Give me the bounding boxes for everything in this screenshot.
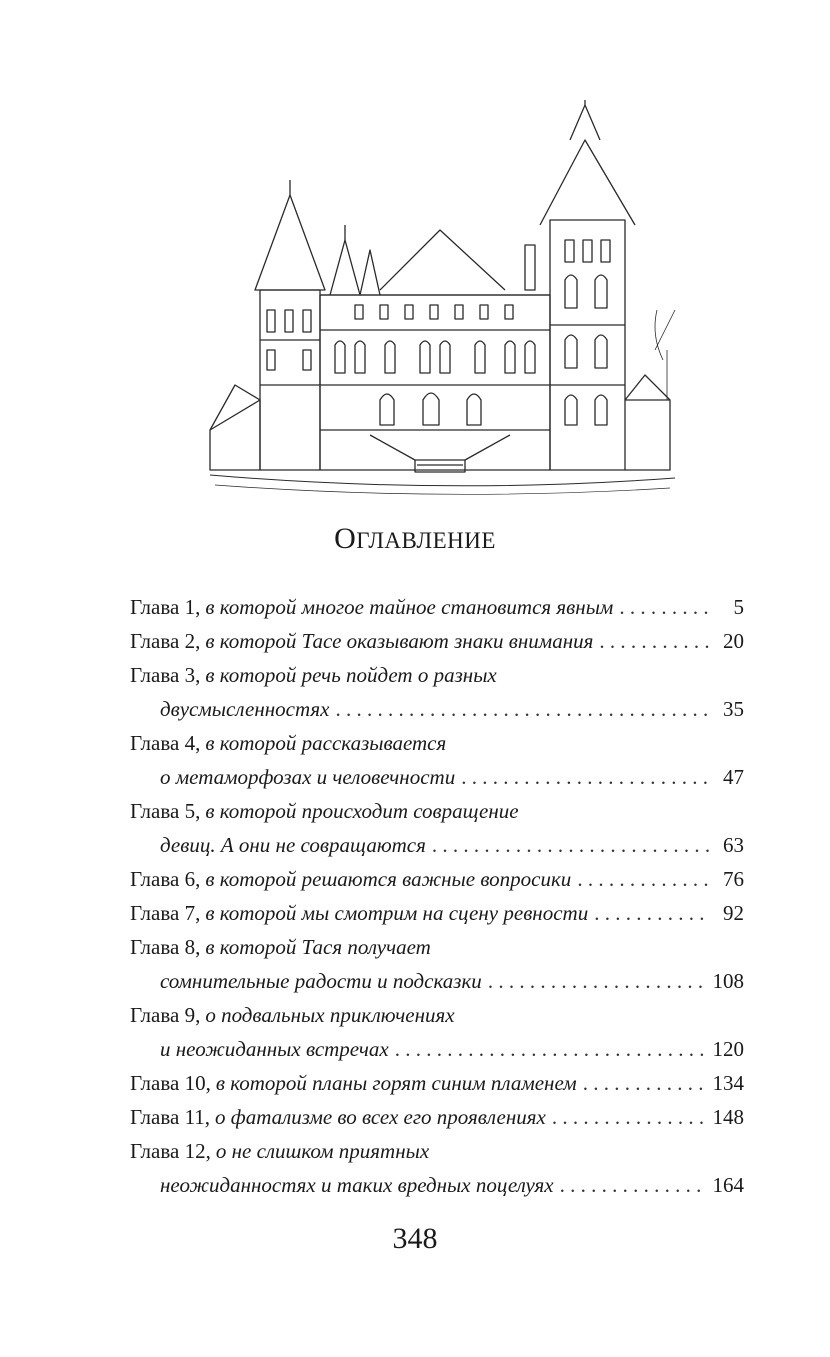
chapter-title-cont: неожиданностях и таких вредных поцелуях: [160, 1173, 554, 1197]
toc-list: [130, 590, 744, 1202]
page-ref: 47: [723, 765, 744, 789]
chapter-label: Глава 4,: [130, 731, 201, 755]
page-ref: 148: [712, 1105, 744, 1129]
chapter-title: в которой многое тайное становится явным: [205, 595, 614, 619]
chapter-label: Глава 2,: [130, 629, 201, 653]
chapter-title: в которой речь пойдет о разных: [205, 663, 497, 687]
chapter-title: в которой Тася получает: [205, 935, 431, 959]
chapter-title: в которой мы смотрим на сцену ревности: [205, 901, 589, 925]
toc-entry-9[interactable]: [130, 998, 744, 1066]
dot-leader: [488, 964, 707, 998]
dot-leader: [560, 1168, 707, 1202]
heading-initial: О: [334, 522, 357, 555]
chapter-label: Глава 10,: [130, 1071, 211, 1095]
page-ref: 108: [712, 969, 744, 993]
page-ref: 63: [723, 833, 744, 857]
chapter-title-cont: сомнительные радости и подсказки: [160, 969, 482, 993]
chapter-label: Глава 5,: [130, 799, 201, 823]
page-ref: 5: [733, 595, 744, 619]
page-ref: 20: [723, 629, 744, 653]
dot-leader: [599, 624, 710, 658]
toc-entry-6[interactable]: [130, 862, 744, 896]
toc-entry-10[interactable]: [130, 1066, 744, 1100]
chapter-title-cont: двусмысленностях: [160, 697, 330, 721]
dot-leader: [583, 1066, 707, 1100]
chapter-label: Глава 3,: [130, 663, 201, 687]
page-ref: 134: [712, 1071, 744, 1095]
page-ref: 164: [712, 1173, 744, 1197]
chapter-label: Глава 7,: [130, 901, 201, 925]
toc-entry-1[interactable]: [130, 590, 744, 624]
page-ref: 35: [723, 697, 744, 721]
dot-leader: [577, 862, 710, 896]
page-number: 348: [392, 1222, 438, 1255]
dot-leader: [594, 896, 710, 930]
table-of-contents-heading: [0, 522, 830, 556]
page-ref: 120: [712, 1037, 744, 1061]
chapter-label: Глава 1,: [130, 595, 201, 619]
dot-leader: [619, 590, 710, 624]
chapter-label: Глава 11,: [130, 1105, 211, 1129]
toc-entry-4[interactable]: [130, 726, 744, 794]
dot-leader: [552, 1100, 707, 1134]
toc-entry-3[interactable]: [130, 658, 744, 726]
chapter-title-cont: и неожиданных встречах: [160, 1037, 389, 1061]
chapter-label: Глава 9,: [130, 1003, 201, 1027]
dot-leader: [336, 692, 711, 726]
toc-entry-11[interactable]: [130, 1100, 744, 1134]
page-ref: 92: [723, 901, 744, 925]
toc-entry-7[interactable]: [130, 896, 744, 930]
chapter-label: Глава 8,: [130, 935, 201, 959]
chapter-title: в которой планы горят синим пламенем: [215, 1071, 577, 1095]
castle-illustration: [205, 100, 685, 500]
dot-leader: [395, 1032, 707, 1066]
toc-entry-2[interactable]: [130, 624, 744, 658]
chapter-title: в которой рассказывается: [205, 731, 447, 755]
chapter-label: Глава 6,: [130, 867, 201, 891]
toc-entry-8[interactable]: [130, 930, 744, 998]
chapter-label: Глава 12,: [130, 1139, 211, 1163]
chapter-title: в которой решаются важные вопросики: [205, 867, 572, 891]
heading-rest: ГЛАВЛЕНИЕ: [356, 528, 496, 553]
dot-leader: [461, 760, 710, 794]
chapter-title-cont: о метаморфозах и человечности: [160, 765, 456, 789]
page-ref: 76: [723, 867, 744, 891]
chapter-title-cont: девиц. А они не совращаются: [160, 833, 426, 857]
chapter-title: в которой происходит совращение: [205, 799, 519, 823]
chapter-title: о не слишком приятных: [215, 1139, 430, 1163]
chapter-title: в которой Тасе оказывают знаки внимания: [205, 629, 594, 653]
chapter-title: о фатализме во всех его проявлениях: [215, 1105, 546, 1129]
dot-leader: [432, 828, 710, 862]
toc-entry-5[interactable]: [130, 794, 744, 862]
toc-entry-12[interactable]: [130, 1134, 744, 1202]
chapter-title: о подвальных приключениях: [205, 1003, 455, 1027]
